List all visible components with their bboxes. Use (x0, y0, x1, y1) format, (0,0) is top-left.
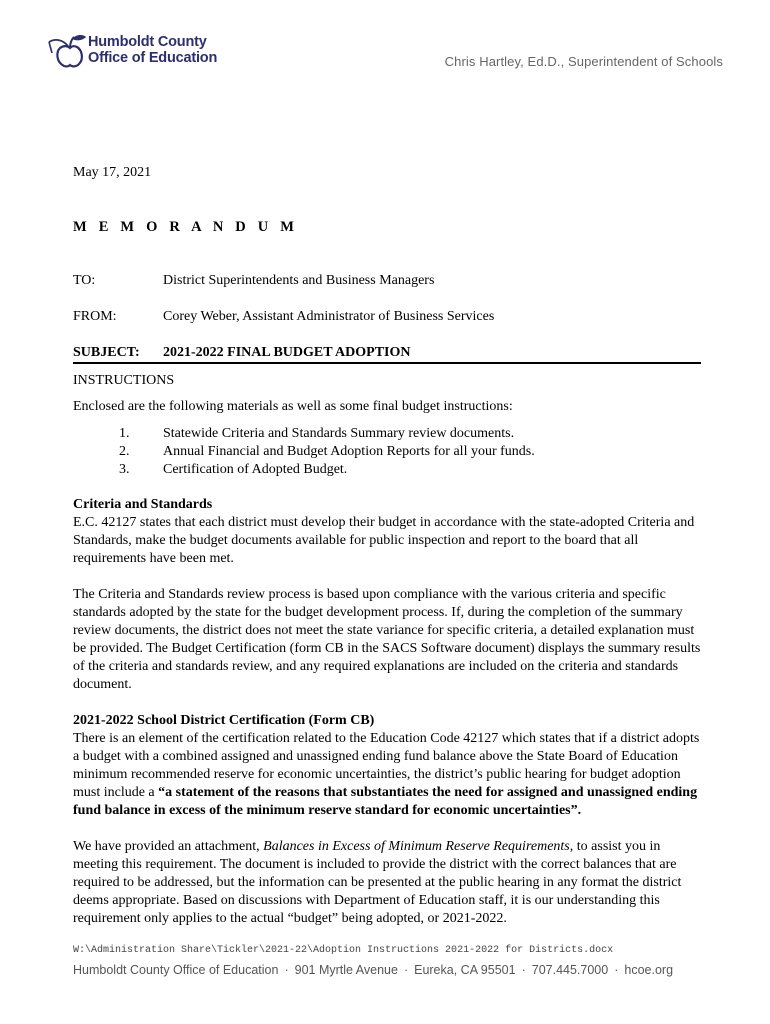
certification-heading: 2021-2022 School District Certification (Form CB) (73, 713, 375, 728)
superintendent-name: Chris Hartley, Ed.D., Superintendent of Schools (444, 54, 723, 69)
list-item (73, 443, 703, 461)
materials-list (73, 425, 703, 479)
memo-title: M E M O R A N D U M (73, 219, 299, 235)
separator-dot: · (284, 963, 289, 977)
criteria-paragraph-2: The Criteria and Standards review process is based upon compliance with the various criteria and specific standards adopted by the state for the budget development process. If, during the completion of the summary review documents, the district does not meet the state variance for specific criteria, a detailed explanation must be provided. The Budget Certification (form CB in the SACS Software document) displays the summary results of the criteria and standards review, and any required explanations are included on the criteria and standards document. (73, 587, 701, 692)
list-item (73, 461, 703, 479)
apple-book-logo-icon (46, 26, 92, 72)
footer-phone: 707.445.7000 (531, 963, 609, 977)
list-item (73, 425, 703, 443)
list-item-text: Certification of Adopted Budget. (163, 462, 348, 477)
to-value: District Superintendents and Business Managers (163, 273, 435, 288)
certification-section (73, 712, 703, 928)
list-item-text: Statewide Criteria and Standards Summary review documents. (163, 426, 515, 441)
certification-p2-lead: We have provided an attachment, (73, 839, 260, 854)
certification-paragraph-1 (73, 730, 703, 820)
criteria-heading: Criteria and Standards (73, 497, 213, 512)
org-name-line2: Office of Education (88, 50, 218, 66)
certification-p2-rest: , to assist you in meeting this requirement. The document is included to provide the district with the correct balances that are required to be addressed, but the information can be presented at the public hearing in any format the district deems appropriate. Based on discussions with Department of Education staff, it is our understanding this requirement only applies to the actual “budget” being adopted, or 2021-2022. (73, 839, 682, 926)
list-item-number: 1. (119, 426, 130, 441)
file-path: W:\Administration Share\Tickler\2021-22\Adoption Instructions 2021-2022 for Districts.docx (73, 945, 614, 956)
certification-p1-lead: There is an element of the certification related to the Education Code 42127 which states that if a district adopts a budget with a combined assigned and unassigned ending fund balance above the State Board of Education minimum recommended reserve for economic uncertainties, the district’s public hearing for budget adoption must include a (73, 731, 700, 800)
footer-website[interactable]: hcoe.org (624, 963, 674, 977)
footer-address (73, 963, 673, 977)
footer-city: Eureka, CA 95501 (414, 963, 516, 977)
subject-value: 2021-2022 FINAL BUDGET ADOPTION (163, 345, 411, 360)
from-value: Corey Weber, Assistant Administrator of Business Services (163, 309, 495, 324)
criteria-paragraph-1: E.C. 42127 states that each district must develop their budget in accordance with the state-adopted Criteria and Standards, make the budget documents available for public inspection and report to the board that all requirements have been met. (73, 515, 695, 566)
list-item-text: Annual Financial and Budget Adoption Reports for all your funds. (163, 444, 535, 459)
intro-text: Enclosed are the following materials as well as some final budget instructions: (73, 399, 513, 414)
org-logo (46, 26, 246, 72)
certification-paragraph-2 (73, 838, 703, 928)
footer-org: Humboldt County Office of Education (73, 963, 279, 977)
from-label: FROM: (73, 309, 117, 324)
subject-label: SUBJECT: (73, 345, 140, 360)
list-item-number: 2. (119, 444, 130, 459)
list-item-number: 3. (119, 462, 130, 477)
attachment-title: Balances in Excess of Minimum Reserve Requirements (263, 839, 570, 854)
to-label: TO: (73, 273, 96, 288)
separator-dot: · (403, 963, 409, 977)
certification-p1-bold: “a statement of the reasons that substantiates the need for assigned and unassigned ending fund balance in excess of the minimum reserve standard for economic uncertainties”. (73, 785, 698, 818)
memo-date: May 17, 2021 (73, 165, 152, 180)
subject-row (73, 344, 701, 364)
footer-street: 901 Myrtle Avenue (294, 963, 398, 977)
separator-dot: · (614, 963, 619, 977)
org-name-line1: Humboldt County (88, 34, 207, 50)
criteria-section (73, 496, 703, 694)
instructions-heading: INSTRUCTIONS (73, 373, 175, 388)
separator-dot: · (521, 963, 526, 977)
